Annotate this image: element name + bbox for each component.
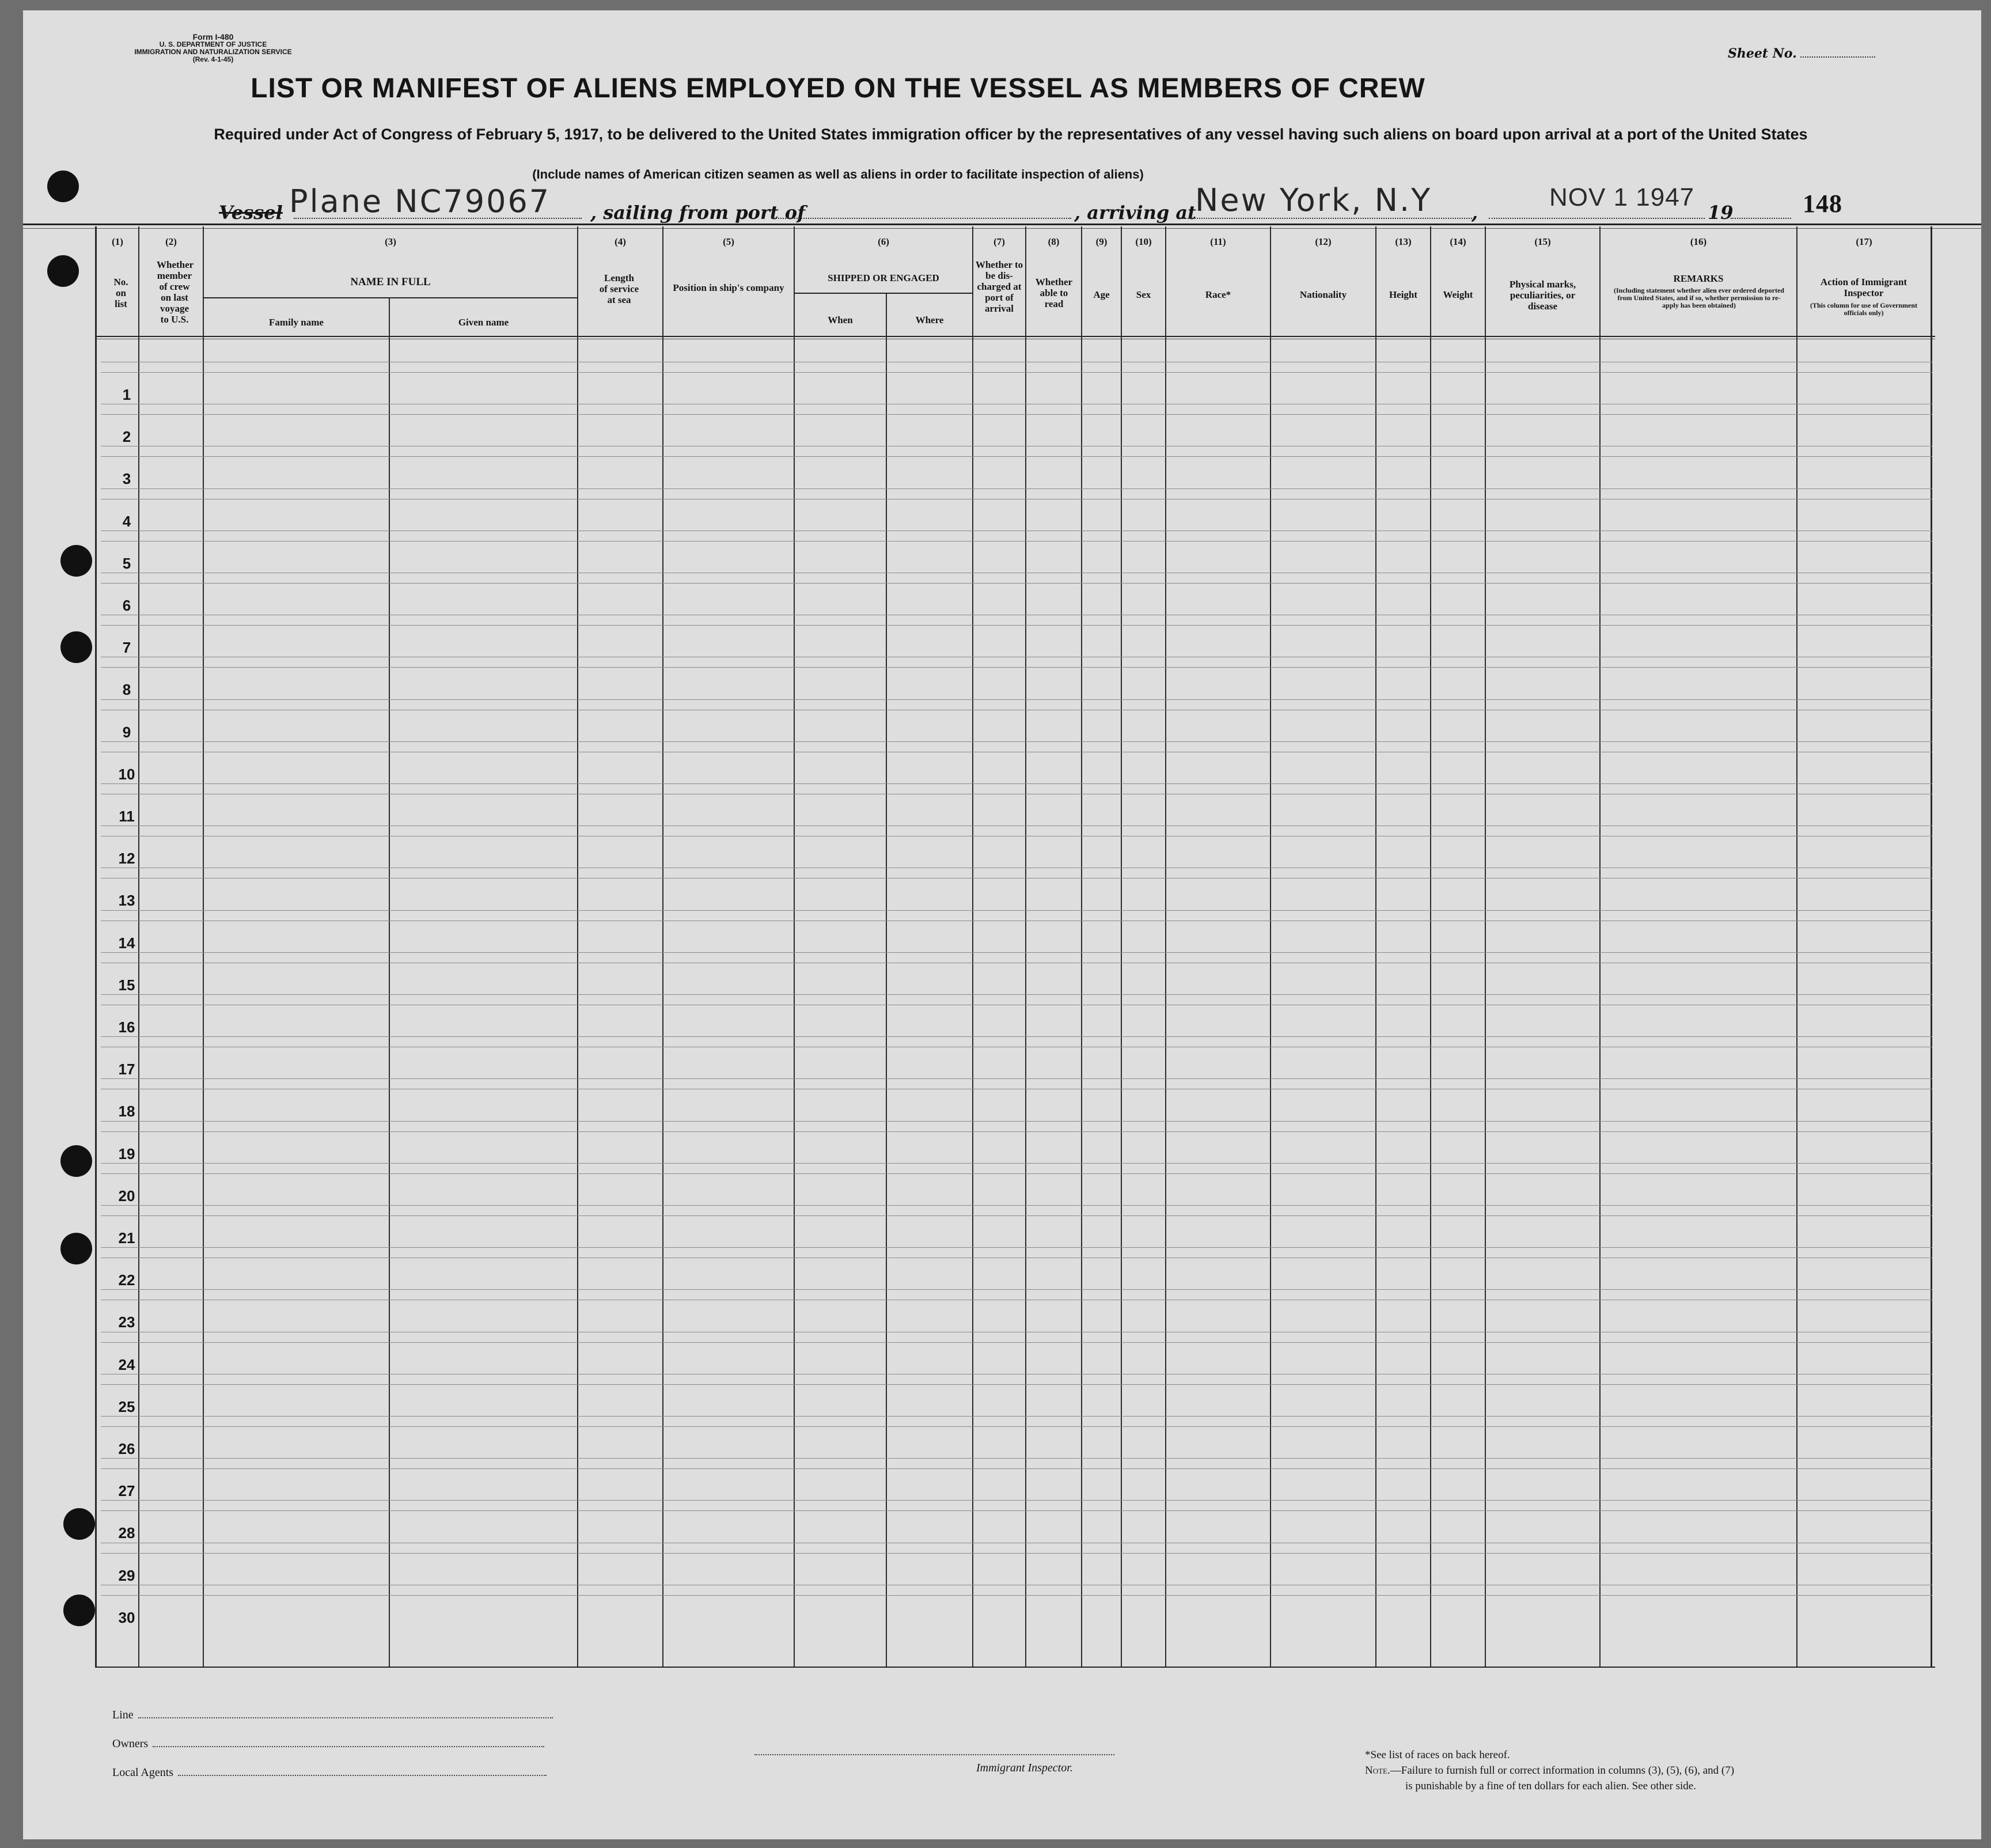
sheet-number-label: Sheet No. bbox=[1728, 46, 1797, 61]
col13-number: (13) bbox=[1395, 236, 1412, 247]
row-number: 14 bbox=[118, 934, 135, 952]
column-line bbox=[794, 226, 795, 1667]
row-rule bbox=[101, 1426, 1932, 1427]
row-rule bbox=[101, 372, 1932, 373]
column-line bbox=[1485, 226, 1486, 1667]
punch-hole bbox=[60, 631, 92, 663]
row-number: 11 bbox=[119, 808, 135, 825]
column-line bbox=[1430, 226, 1431, 1667]
row-rule bbox=[101, 1468, 1932, 1469]
date-comma: , bbox=[1472, 202, 1478, 224]
column-line bbox=[662, 226, 663, 1667]
row-number: 24 bbox=[118, 1355, 135, 1373]
owners-field bbox=[112, 1737, 544, 1751]
owners-blank[interactable] bbox=[153, 1746, 544, 1747]
punch-hole bbox=[63, 1508, 95, 1540]
row-rule bbox=[101, 952, 1932, 953]
row-number: 5 bbox=[122, 554, 131, 572]
row-rule bbox=[101, 625, 1932, 626]
punch-hole bbox=[47, 255, 79, 287]
column-line bbox=[203, 226, 204, 1667]
service-name: IMMIGRATION AND NATURALIZATION SERVICE bbox=[134, 48, 292, 56]
col16-header: REMARKS bbox=[1673, 273, 1724, 284]
row-number: 17 bbox=[118, 1061, 135, 1078]
year-blank[interactable] bbox=[1731, 218, 1791, 219]
col17-note: (This column for use of Government officials only) bbox=[1810, 301, 1918, 317]
row-rule bbox=[101, 667, 1932, 668]
local-agents-label: Local Agents bbox=[112, 1766, 174, 1779]
column-line bbox=[1375, 226, 1376, 1667]
header-bottom-rule bbox=[95, 336, 1935, 337]
column-line bbox=[972, 226, 973, 1667]
row-number: 13 bbox=[118, 892, 135, 910]
col6-number: (6) bbox=[878, 236, 889, 247]
col3-given-name: Given name bbox=[458, 317, 509, 328]
col9-number: (9) bbox=[1095, 236, 1108, 247]
row-rule bbox=[101, 1416, 1932, 1417]
punch-hole bbox=[60, 1233, 92, 1264]
row-rule bbox=[101, 1247, 1932, 1248]
row-rule bbox=[101, 414, 1932, 415]
vessel-label: Vessel bbox=[219, 202, 283, 224]
column-line bbox=[1931, 226, 1932, 1667]
row-number: 4 bbox=[122, 512, 131, 530]
col6-when: When bbox=[828, 315, 853, 325]
table-top-rule-inner bbox=[23, 228, 1981, 229]
column-line bbox=[1796, 226, 1797, 1667]
row-rule bbox=[101, 1121, 1932, 1122]
immigrant-inspector-label: Immigrant Inspector. bbox=[976, 1762, 1073, 1774]
row-number: 12 bbox=[118, 850, 135, 868]
form-identifier bbox=[98, 33, 328, 63]
row-number: 18 bbox=[118, 1103, 135, 1120]
row-number: 30 bbox=[118, 1608, 135, 1626]
voyage-line bbox=[23, 183, 1981, 224]
col10-header: Sex bbox=[1136, 289, 1151, 300]
column-line bbox=[1081, 226, 1082, 1667]
table-bottom-rule bbox=[95, 1667, 1935, 1668]
local-agents-blank[interactable] bbox=[178, 1775, 547, 1776]
row-number: 19 bbox=[118, 1145, 135, 1162]
col6-header: SHIPPED OR ENGAGED bbox=[828, 272, 939, 283]
col5-header: Position in ship's company bbox=[673, 282, 784, 293]
note-text: —Failure to furnish full or correct information in columns (3), (5), (6), and (7) bbox=[1390, 1764, 1735, 1777]
row-rule bbox=[101, 1342, 1932, 1343]
col3-header: NAME IN FULL bbox=[350, 276, 431, 288]
row-rule bbox=[101, 994, 1932, 995]
sheet-number-blank[interactable] bbox=[1800, 56, 1875, 58]
row-rule bbox=[101, 910, 1932, 911]
row-rule bbox=[101, 488, 1932, 489]
date-blank[interactable] bbox=[1489, 218, 1705, 219]
punch-hole bbox=[60, 545, 92, 577]
punch-hole bbox=[60, 1145, 92, 1177]
column-line bbox=[1121, 226, 1122, 1667]
row-rule bbox=[101, 1205, 1932, 1206]
col4-number: (4) bbox=[615, 236, 626, 247]
col16-note: (Including statement whether alien ever ordered deported from United States, and if so, whether permission to re-apply has been obtained) bbox=[1614, 286, 1784, 309]
col8-header: Whether able to read bbox=[1035, 277, 1073, 309]
row-number: 26 bbox=[118, 1440, 135, 1457]
row-number: 25 bbox=[118, 1398, 135, 1415]
name-subheader-rule bbox=[203, 297, 577, 298]
sailing-from-label: , sailing from port of bbox=[590, 202, 805, 224]
row-number: 22 bbox=[118, 1271, 135, 1289]
col17-number: (17) bbox=[1856, 236, 1872, 247]
col7-header: Whether to be dis-charged at port of arrival bbox=[975, 259, 1023, 314]
col11-number: (11) bbox=[1210, 236, 1226, 247]
note-prefix: Note. bbox=[1365, 1764, 1390, 1777]
col17-header: Action of Immigrant Inspector bbox=[1820, 277, 1907, 298]
row-rule bbox=[101, 783, 1932, 784]
column-line bbox=[577, 226, 578, 1667]
owners-label: Owners bbox=[112, 1737, 149, 1750]
row-rule bbox=[101, 1036, 1932, 1037]
row-number: 8 bbox=[122, 681, 131, 699]
sheet-number-field bbox=[1728, 46, 1875, 61]
footnote-block bbox=[1365, 1747, 1883, 1794]
column-line bbox=[1599, 226, 1601, 1667]
row-number: 9 bbox=[122, 723, 131, 741]
col3-number: (3) bbox=[385, 236, 396, 247]
row-rule bbox=[101, 1458, 1932, 1459]
row-number: 16 bbox=[118, 1018, 135, 1036]
col4-header: Length of service at sea bbox=[599, 272, 639, 305]
col13-header: Height bbox=[1389, 289, 1418, 300]
col3-family-name: Family name bbox=[269, 317, 324, 328]
line-field bbox=[112, 1709, 553, 1722]
department-name: U. S. DEPARTMENT OF JUSTICE bbox=[159, 40, 267, 48]
row-rule bbox=[101, 1553, 1932, 1554]
col2-number: (2) bbox=[165, 236, 177, 247]
row-rule bbox=[101, 1500, 1932, 1501]
local-agents-field bbox=[112, 1766, 547, 1779]
row-rule bbox=[101, 825, 1932, 826]
form-title: LIST OR MANIFEST OF ALIENS EMPLOYED ON THE VESSEL AS MEMBERS OF CREW bbox=[251, 73, 1425, 104]
year-prefix: 19 bbox=[1708, 202, 1734, 224]
col15-number: (15) bbox=[1534, 236, 1551, 247]
line-blank[interactable] bbox=[138, 1717, 553, 1718]
include-note: (Include names of American citizen seamen as well as aliens in order to facilitate inspection of aliens) bbox=[532, 167, 1144, 181]
row-rule bbox=[101, 1510, 1932, 1511]
races-note: *See list of races on back hereof. bbox=[1365, 1749, 1510, 1761]
row-rule bbox=[101, 1595, 1932, 1596]
row-number: 10 bbox=[118, 765, 135, 783]
table-top-rule bbox=[23, 224, 1981, 225]
row-number: 29 bbox=[118, 1566, 135, 1584]
row-rule bbox=[101, 456, 1932, 457]
row-rule bbox=[101, 1173, 1932, 1174]
row-number: 21 bbox=[118, 1229, 135, 1247]
row-number: 3 bbox=[122, 470, 131, 488]
arriving-at-label: , arriving at bbox=[1074, 202, 1196, 224]
col9-header: Age bbox=[1093, 289, 1110, 300]
row-rule bbox=[101, 1384, 1932, 1385]
note-text-continued: is punishable by a fine of ten dollars for each alien. See other side. bbox=[1405, 1780, 1696, 1792]
column-line bbox=[95, 226, 97, 1667]
inspector-signature-line[interactable] bbox=[754, 1754, 1114, 1755]
form-number: Form I-480 bbox=[192, 32, 234, 41]
row-number: 28 bbox=[118, 1524, 135, 1542]
vessel-handwritten-value: Plane NC79067 bbox=[289, 183, 551, 219]
row-number: 1 bbox=[122, 386, 131, 403]
col14-number: (14) bbox=[1450, 236, 1466, 247]
date-stamp: NOV 1 1947 bbox=[1549, 183, 1695, 211]
revision-date: (Rev. 4-1-45) bbox=[192, 55, 234, 63]
column-line bbox=[1025, 226, 1026, 1667]
col16-number: (16) bbox=[1690, 236, 1707, 247]
shipped-subheader-rule bbox=[794, 293, 972, 294]
col6-where: Where bbox=[915, 315, 944, 325]
col14-header: Weight bbox=[1443, 289, 1473, 300]
row-number: 2 bbox=[122, 428, 131, 446]
arriving-at-handwritten-value: New York, N.Y bbox=[1195, 182, 1432, 218]
row-number: 27 bbox=[118, 1482, 135, 1500]
page-number-stamp: 148 bbox=[1803, 190, 1842, 218]
col7-number: (7) bbox=[993, 236, 1005, 247]
col11-header: Race* bbox=[1205, 289, 1231, 300]
row-number: 23 bbox=[118, 1313, 135, 1331]
col12-header: Nationality bbox=[1299, 289, 1347, 300]
col2-header: Whether member of crew on last voyage to U.S. bbox=[157, 259, 194, 325]
column-line bbox=[1165, 226, 1166, 1667]
row-number: 20 bbox=[118, 1187, 135, 1205]
row-rule bbox=[101, 1215, 1932, 1216]
col1-header: No. on list bbox=[113, 277, 128, 309]
sailing-from-blank[interactable] bbox=[772, 218, 1071, 219]
col5-number: (5) bbox=[723, 236, 734, 247]
col12-number: (12) bbox=[1315, 236, 1332, 247]
column-line bbox=[1270, 226, 1271, 1667]
row-rule bbox=[101, 1131, 1932, 1132]
col10-number: (10) bbox=[1135, 236, 1152, 247]
row-rule bbox=[101, 741, 1932, 742]
row-rule bbox=[101, 1163, 1932, 1164]
row-rule bbox=[101, 1289, 1932, 1290]
punch-hole bbox=[63, 1595, 95, 1626]
col8-number: (8) bbox=[1048, 236, 1060, 247]
manifest-sheet bbox=[23, 10, 1981, 1839]
row-number: 6 bbox=[122, 597, 131, 614]
line-label: Line bbox=[112, 1709, 134, 1721]
col1-number: (1) bbox=[112, 236, 123, 247]
form-subtitle: Required under Act of Congress of February 5, 1917, to be delivered to the United States immigration officer by the representatives of any vessel having such aliens on board upon arrival at a port of the United States bbox=[214, 126, 1808, 143]
row-number: 15 bbox=[118, 976, 135, 994]
col15-header: Physical marks, peculiarities, or disease bbox=[1509, 279, 1576, 312]
row-rule bbox=[101, 583, 1932, 584]
row-rule bbox=[101, 699, 1932, 700]
column-line bbox=[389, 297, 390, 1667]
row-rule bbox=[101, 1078, 1932, 1079]
row-number: 7 bbox=[122, 639, 131, 657]
